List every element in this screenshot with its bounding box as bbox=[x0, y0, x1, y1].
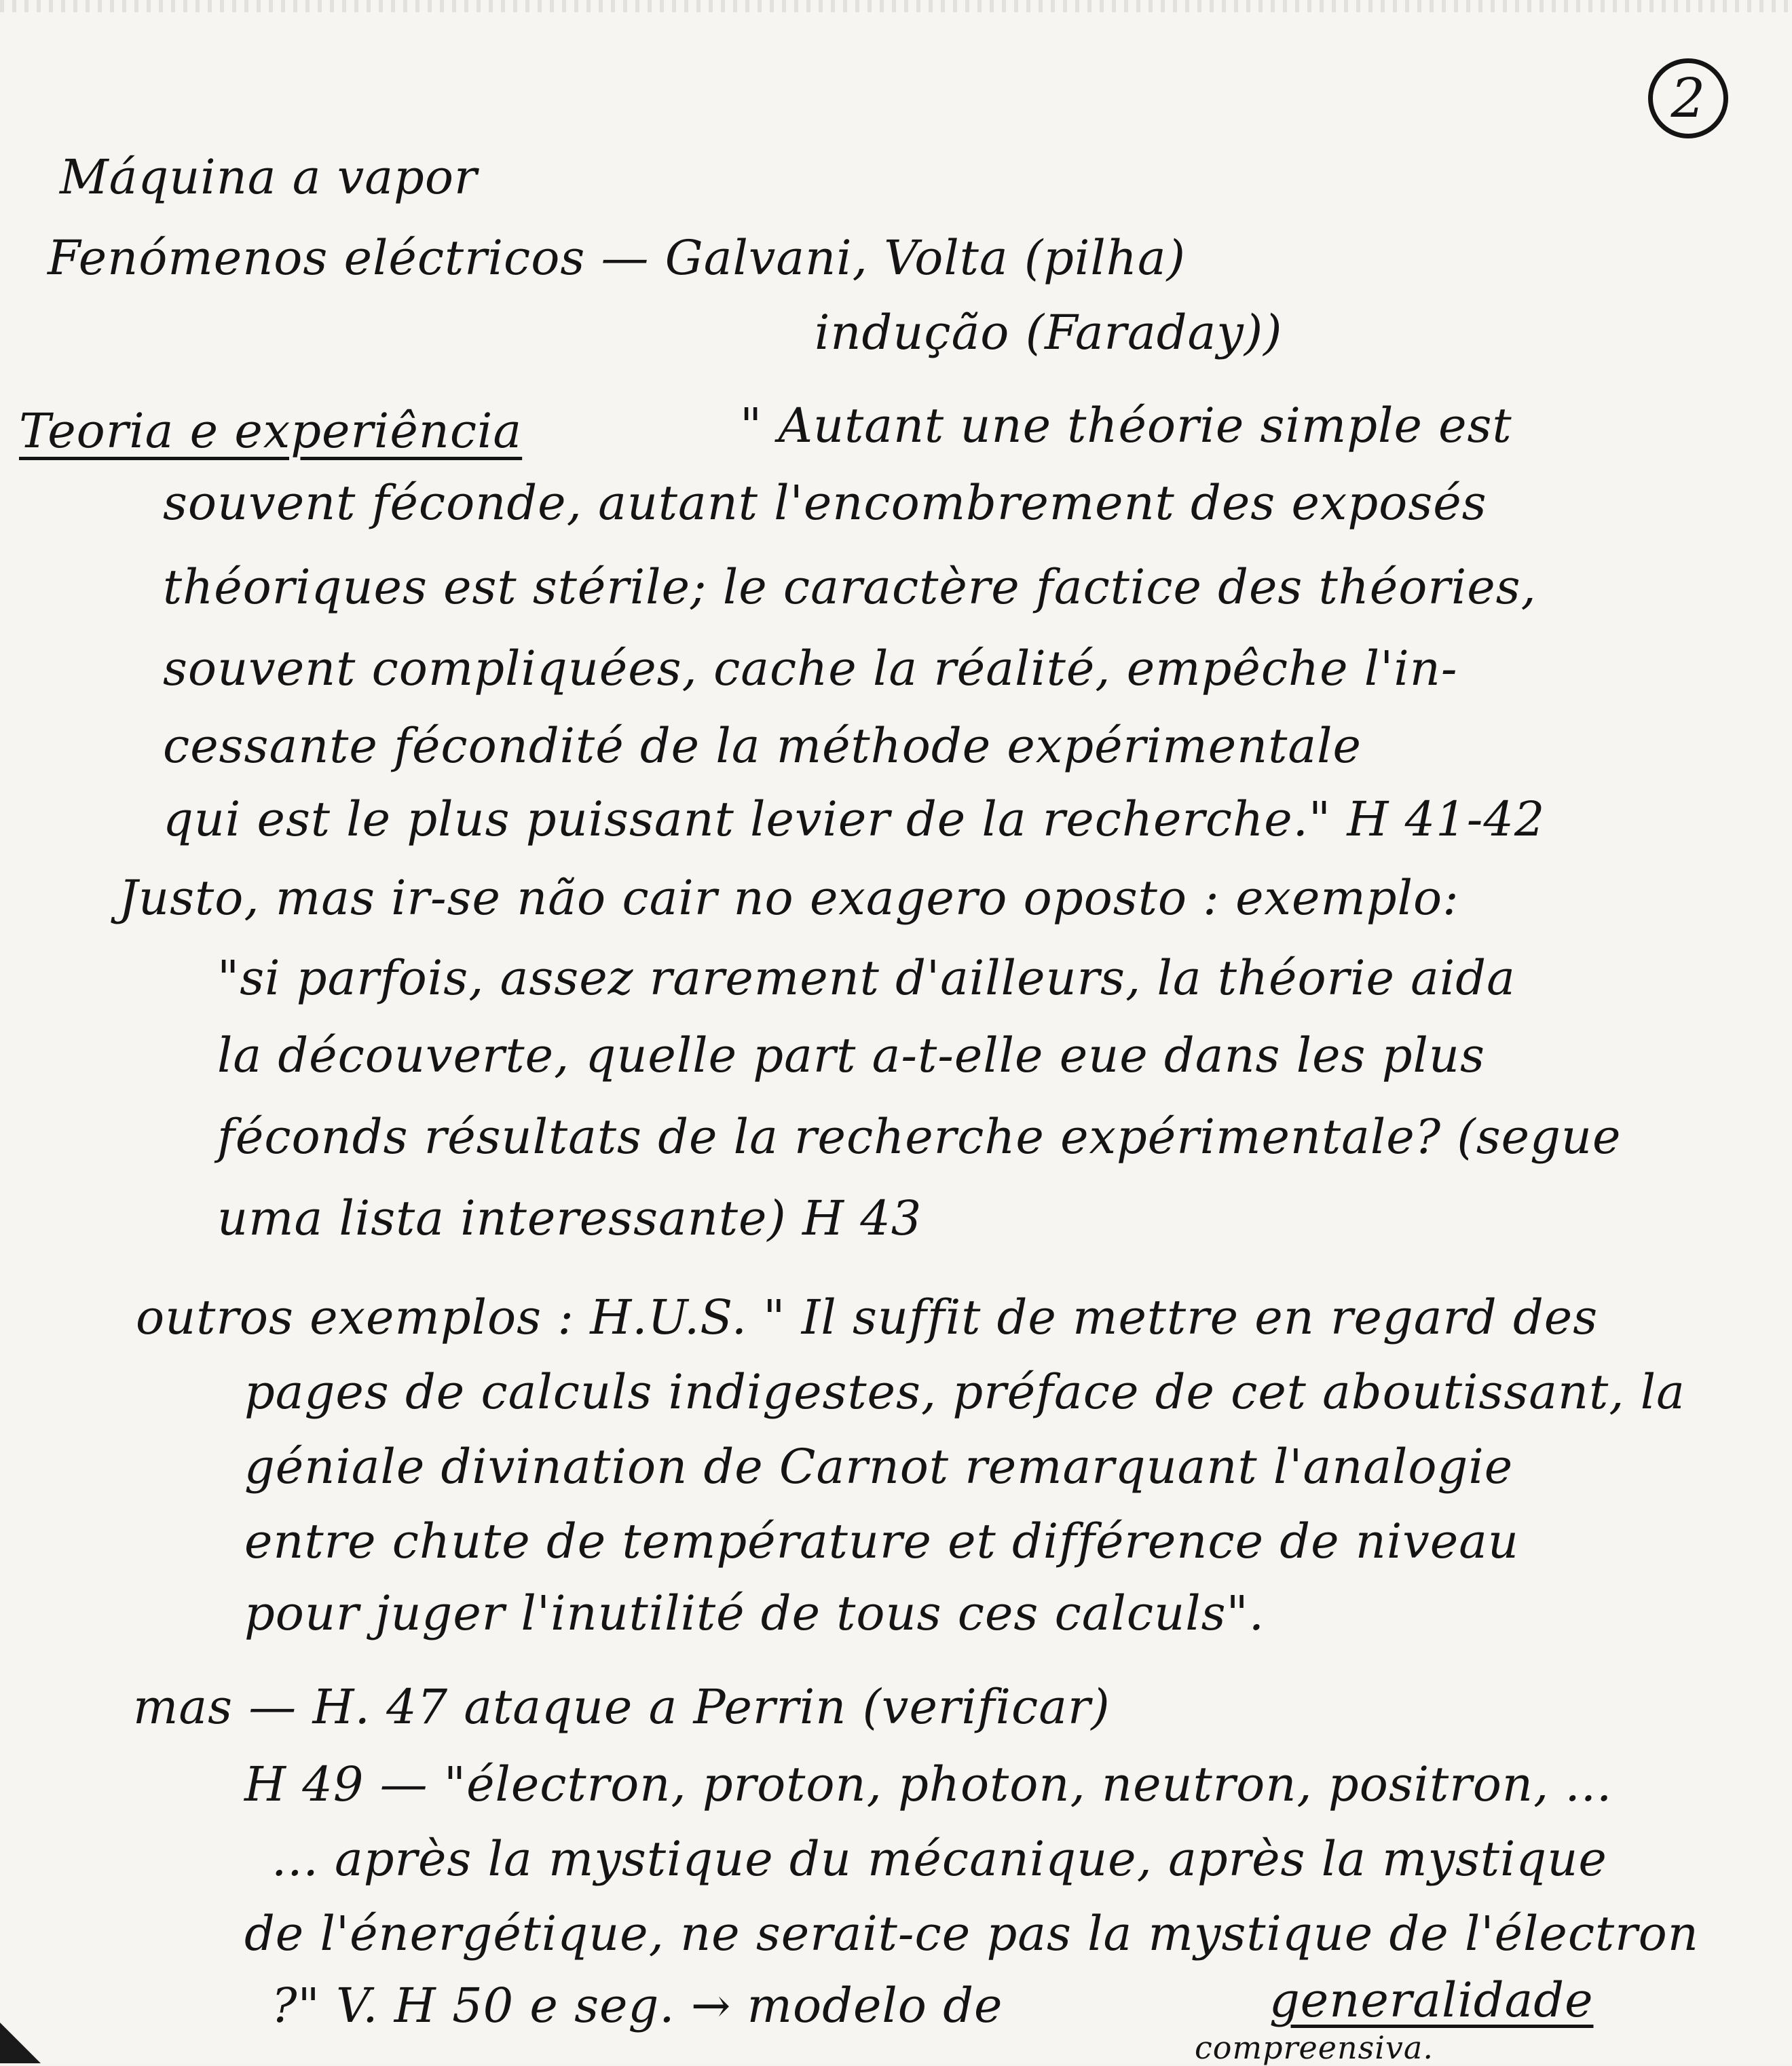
quote-line: souvent féconde, autant l'encombrement des exposés bbox=[163, 475, 1487, 531]
quote-line: "si parfois, assez rarement d'ailleurs, la théorie aida bbox=[217, 950, 1516, 1006]
note-line: indução (Faraday)) bbox=[815, 305, 1283, 360]
quote-line: géniale divination de Carnot remarquant l'analogie bbox=[244, 1439, 1514, 1495]
quote-line: " Autant une théorie simple est bbox=[740, 398, 1512, 453]
quote-line: pages de calculs indigestes, préface de cet aboutissant, la bbox=[244, 1364, 1685, 1420]
note-line: mas — H. 47 ataque a Perrin (verificar) bbox=[133, 1679, 1110, 1735]
quote-line: pour juger l'inutilité de tous ces calculs". bbox=[244, 1585, 1265, 1641]
note-line: Máquina a vapor bbox=[60, 149, 478, 205]
page-number-circle bbox=[1648, 58, 1728, 138]
quote-line: qui est le plus puissant levier de la recherche." H 41-42 bbox=[163, 791, 1546, 847]
quote-line: ... après la mystique du mécanique, après la mystique bbox=[272, 1831, 1607, 1887]
scan-top-edge bbox=[0, 0, 1792, 12]
quote-line: théoriques est stérile; le caractère factice des théories, bbox=[163, 559, 1537, 615]
note-line: Fenómenos eléctricos — Galvani, Volta (pilha) bbox=[48, 230, 1186, 286]
quote-line: de l'énergétique, ne serait-ce pas la mystique de l'électron bbox=[244, 1906, 1699, 1961]
quote-line: entre chute de température et différence de niveau bbox=[244, 1514, 1519, 1569]
note-line: uma lista interessante) H 43 bbox=[217, 1190, 922, 1246]
quote-line: cessante fécondité de la méthode expérimentale bbox=[163, 718, 1362, 774]
emphasized-word: compreensiva. bbox=[1195, 2029, 1434, 2066]
emphasized-word: generalidade bbox=[1269, 1972, 1594, 2028]
scan-corner-mark bbox=[0, 2023, 41, 2063]
quote-line: H 49 — "électron, proton, photon, neutron, positron, ... bbox=[244, 1757, 1613, 1812]
quote-line: souvent compliquées, cache la réalité, empêche l'in- bbox=[163, 641, 1458, 696]
quote-line: féconds résultats de la recherche expérimentale? (segue bbox=[217, 1109, 1622, 1165]
quote-line: la découverte, quelle part a-t-elle eue dans les plus bbox=[217, 1028, 1485, 1083]
note-line: ?" V. H 50 e seg. → modelo de bbox=[272, 1978, 1003, 2033]
page-number: 2 bbox=[1670, 67, 1706, 130]
note-line: outros exemplos : H.U.S. " Il suffit de mettre en regard des bbox=[136, 1290, 1599, 1345]
section-heading: Teoria e experiência bbox=[19, 403, 523, 459]
note-line: Justo, mas ir-se não cair no exagero oposto : exemplo: bbox=[119, 870, 1459, 926]
